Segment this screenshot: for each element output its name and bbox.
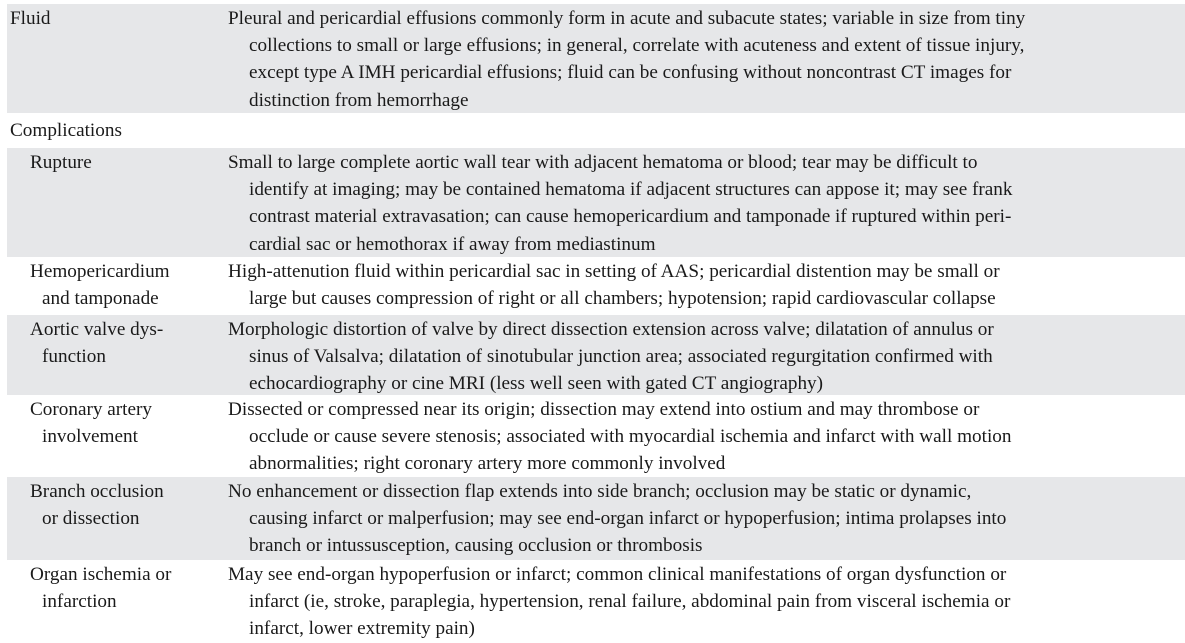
imaging-findings-table bbox=[7, 4, 1185, 642]
label-line: Hemopericardium bbox=[30, 261, 170, 282]
table-row-branch-occlusion bbox=[7, 477, 1185, 560]
desc-line: Small to large complete aortic wall tear with adjacent hematoma or blood; tear may be difficult to bbox=[228, 152, 978, 173]
desc-line: large but causes compression of right or all chambers; hypotension; rapid cardiovascular collapse bbox=[249, 288, 996, 310]
row-description bbox=[228, 478, 1185, 560]
desc-line: collections to small or large effusions; in general, correlate with acuteness and extent of tissue injury, bbox=[249, 35, 1025, 57]
row-label bbox=[7, 149, 228, 257]
label-line: Fluid bbox=[10, 8, 51, 29]
desc-line: Dissected or compressed near its origin; dissection may extend into ostium and may thrombose or bbox=[228, 399, 980, 420]
table-row-coronary-artery-involvement bbox=[7, 395, 1185, 477]
section-header-complications bbox=[7, 113, 1185, 148]
row-label bbox=[7, 396, 228, 477]
row-description bbox=[228, 316, 1185, 395]
row-label bbox=[7, 561, 228, 642]
row-label bbox=[7, 478, 228, 560]
row-description bbox=[228, 149, 1185, 257]
desc-line: No enhancement or dissection flap extends into side branch; occlusion may be static or dynamic, bbox=[228, 481, 972, 502]
desc-line: echocardiography or cine MRI (less well seen with gated CT angiography) bbox=[249, 373, 824, 395]
section-title: Complications bbox=[10, 120, 122, 141]
label-line: and tamponade bbox=[42, 288, 159, 310]
desc-line: Morphologic distortion of valve by direct dissection extension across valve; dilatation of annulus or bbox=[228, 319, 994, 340]
label-line: Branch occlusion bbox=[30, 481, 164, 502]
table-row-organ-ischemia bbox=[7, 560, 1185, 642]
label-line: Aortic valve dys- bbox=[30, 319, 164, 340]
label-line: function bbox=[42, 346, 106, 368]
desc-line: identify at imaging; may be contained hematoma if adjacent structures can appose it; may see frank bbox=[249, 179, 1013, 201]
label-line: Rupture bbox=[30, 152, 92, 173]
desc-line: abnormalities; right coronary artery more commonly involved bbox=[249, 453, 726, 475]
label-line: involvement bbox=[42, 426, 138, 448]
row-description bbox=[228, 561, 1185, 642]
desc-line: branch or intussusception, causing occlusion or thrombosis bbox=[249, 535, 703, 557]
table-row-fluid bbox=[7, 4, 1185, 113]
table-row-aortic-valve-dysfunction bbox=[7, 315, 1185, 395]
desc-line: infarct, lower extremity pain) bbox=[249, 618, 475, 640]
row-description bbox=[228, 5, 1185, 113]
desc-line: contrast material extravasation; can cause hemopericardium and tamponade if ruptured within peri- bbox=[249, 206, 1012, 228]
label-line: Organ ischemia or bbox=[30, 564, 172, 585]
desc-line: May see end-organ hypoperfusion or infarct; common clinical manifestations of organ dysfunction or bbox=[228, 564, 1007, 585]
row-label bbox=[7, 5, 228, 113]
label-line: Coronary artery bbox=[30, 399, 153, 420]
desc-line: infarct (ie, stroke, paraplegia, hypertension, renal failure, abdominal pain from visceral ischemia or bbox=[249, 591, 1011, 613]
table-row-rupture bbox=[7, 148, 1185, 257]
row-description bbox=[228, 258, 1185, 315]
desc-line: cardial sac or hemothorax if away from mediastinum bbox=[249, 233, 656, 255]
desc-line: sinus of Valsalva; dilatation of sinotubular junction area; associated regurgitation confirmed with bbox=[249, 346, 993, 368]
desc-line: occlude or cause severe stenosis; associated with myocardial ischemia and infarct with wall motion bbox=[249, 426, 1012, 448]
desc-line: High-attenution fluid within pericardial sac in setting of AAS; pericardial distention may be small or bbox=[228, 261, 1000, 282]
row-label bbox=[7, 316, 228, 395]
row-description bbox=[228, 396, 1185, 477]
label-line: or dissection bbox=[42, 508, 140, 530]
row-label bbox=[7, 258, 228, 315]
desc-line: except type A IMH pericardial effusions; fluid can be confusing without noncontrast CT images for bbox=[249, 62, 1012, 84]
desc-line: Pleural and pericardial effusions commonly form in acute and subacute states; variable in size from tiny bbox=[228, 8, 1026, 29]
desc-line: distinction from hemorrhage bbox=[249, 89, 469, 111]
label-line: infarction bbox=[42, 591, 117, 613]
desc-line: causing infarct or malperfusion; may see end-organ infarct or hypoperfusion; intima prolapses into bbox=[249, 508, 1007, 530]
table-row-hemopericardium bbox=[7, 257, 1185, 315]
